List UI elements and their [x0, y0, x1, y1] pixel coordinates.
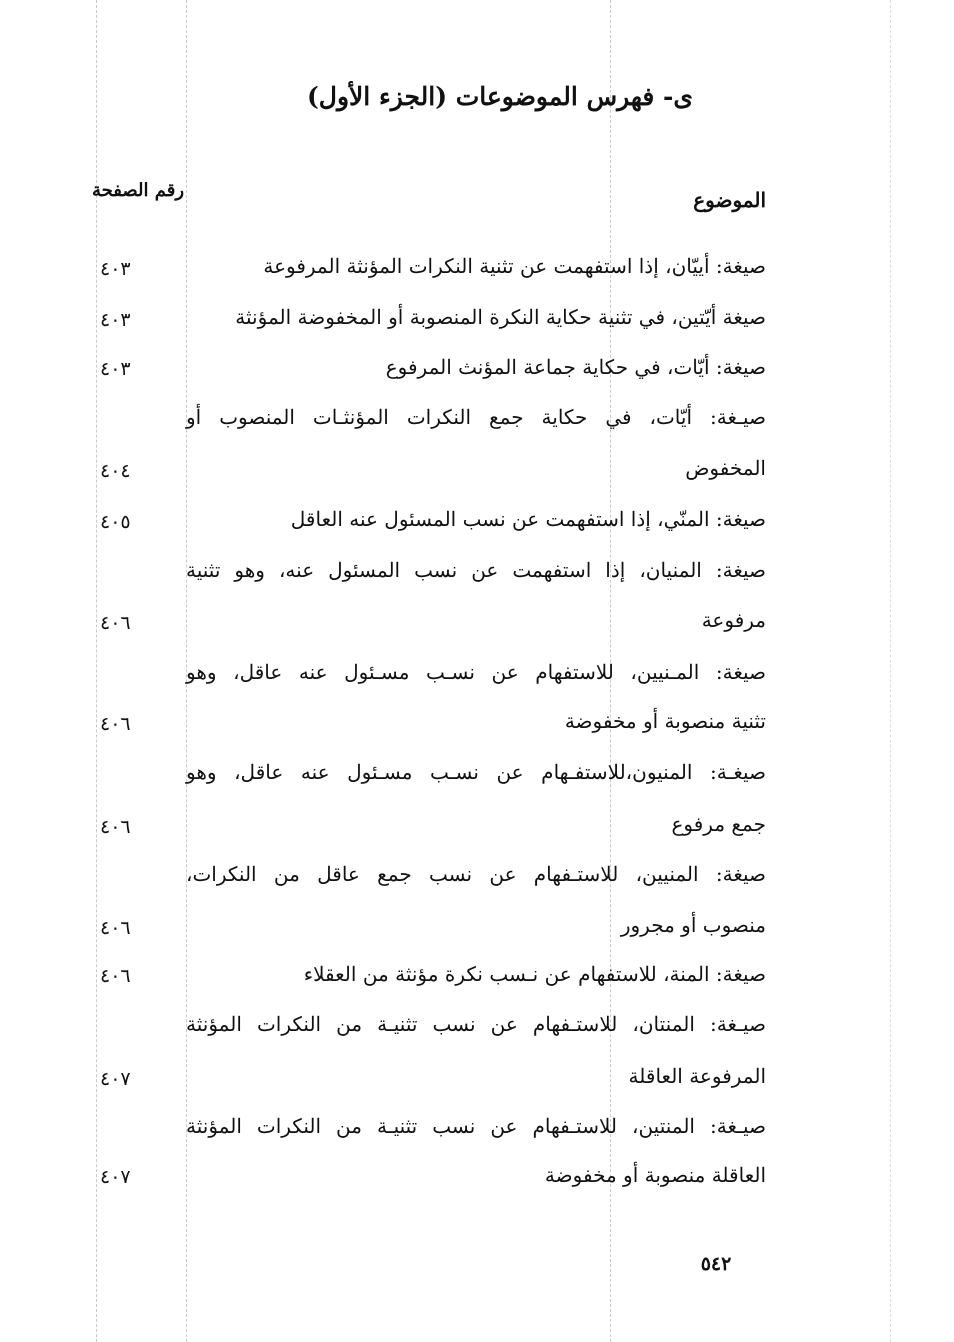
index-entry-page-number: ٤٠٧ [100, 1166, 131, 1188]
scan-guide-line [96, 0, 97, 1342]
page-title: ى- فهرس الموضوعات (الجزء الأول) [306, 82, 694, 111]
index-entry-page-number: ٤٠٤ [100, 460, 131, 482]
index-entry-line: جمع مرفوع [671, 812, 766, 836]
index-entry-line: صيغة: المنة، للاستفهام عن نـسب نكرة مؤنثة من العقلاء [303, 962, 766, 986]
index-entry-line: صيغة: المنّي، إذا استفهمت عن نسب المسئول عنه العاقل [290, 507, 766, 531]
index-entry-line: صيـغة: أيّات، في حكاية جمع النكرات المؤنثـات المنصوب أو [186, 405, 766, 429]
index-entry-page-number: ٤٠٦ [100, 713, 131, 735]
index-entry-page-number: ٤٠٦ [100, 816, 131, 838]
index-entry-page-number: ٤٠٦ [100, 612, 131, 634]
index-entry-line: منصوب أو مجرور [620, 913, 766, 937]
index-entry-line: العاقلة منصوبة أو مخفوضة [544, 1163, 766, 1187]
index-entry-line: صيغة: المـنيين، للاستفهام عن نسـب مسـئول عنه عاقل، وهو [186, 660, 766, 684]
index-entry-line: صيـغة: المنتين، للاستـفهام عن نسب تثنيـة من النكرات المؤنثة [186, 1114, 766, 1138]
index-entry-page-number: ٤٠٣ [100, 309, 131, 331]
index-entry-page-number: ٤٠٣ [100, 258, 131, 280]
index-entry-line: صيغة: المنيان، إذا استفهمت عن نسب المسئول عنه، وهو تثنية [186, 558, 766, 582]
index-entry-line: صيغة أيّتين، في تثنية حكاية النكرة المنصوبة أو المخفوضة المؤنثة [235, 305, 766, 329]
footer-page-number: ٥٤٢ [700, 1253, 732, 1275]
index-entry-page-number: ٤٠٣ [100, 358, 131, 380]
index-entry-page-number: ٤٠٦ [100, 965, 131, 987]
index-entry-line: صيغـة: المنيون،للاستفـهام عن نسـب مسـئول عنه عاقل، وهو [186, 760, 766, 784]
index-entry-line: صيغة: أيّات، في حكاية جماعة المؤنث المرفوع [385, 355, 766, 379]
index-entry-line: المرفوعة العاقلة [628, 1064, 766, 1088]
index-entry-page-number: ٤٠٥ [100, 511, 131, 533]
index-entry-line: صيغة: أييّان، إذا استفهمت عن تثنية النكرات المؤنثة المرفوعة [263, 254, 766, 278]
column-header-topic: الموضوع [693, 188, 766, 212]
index-entry-line: مرفوعة [701, 608, 766, 632]
column-header-page-number: رقم الصفحة [92, 180, 185, 201]
index-entry-page-number: ٤٠٧ [100, 1068, 131, 1090]
index-entry-page-number: ٤٠٦ [100, 917, 131, 939]
index-entry-line: صيـغة: المنتان، للاستـفهام عن نسب تثنيـة من النكرات المؤنثة [186, 1012, 766, 1036]
index-entry-line: صيغة: المنيين، للاستـفهام عن نسب جمع عاقل من النكرات، [186, 862, 766, 886]
index-entry-line: تثنية منصوبة أو مخفوضة [564, 709, 766, 733]
scan-guide-line [890, 0, 891, 1342]
index-entry-line: المخفوض [685, 456, 766, 480]
